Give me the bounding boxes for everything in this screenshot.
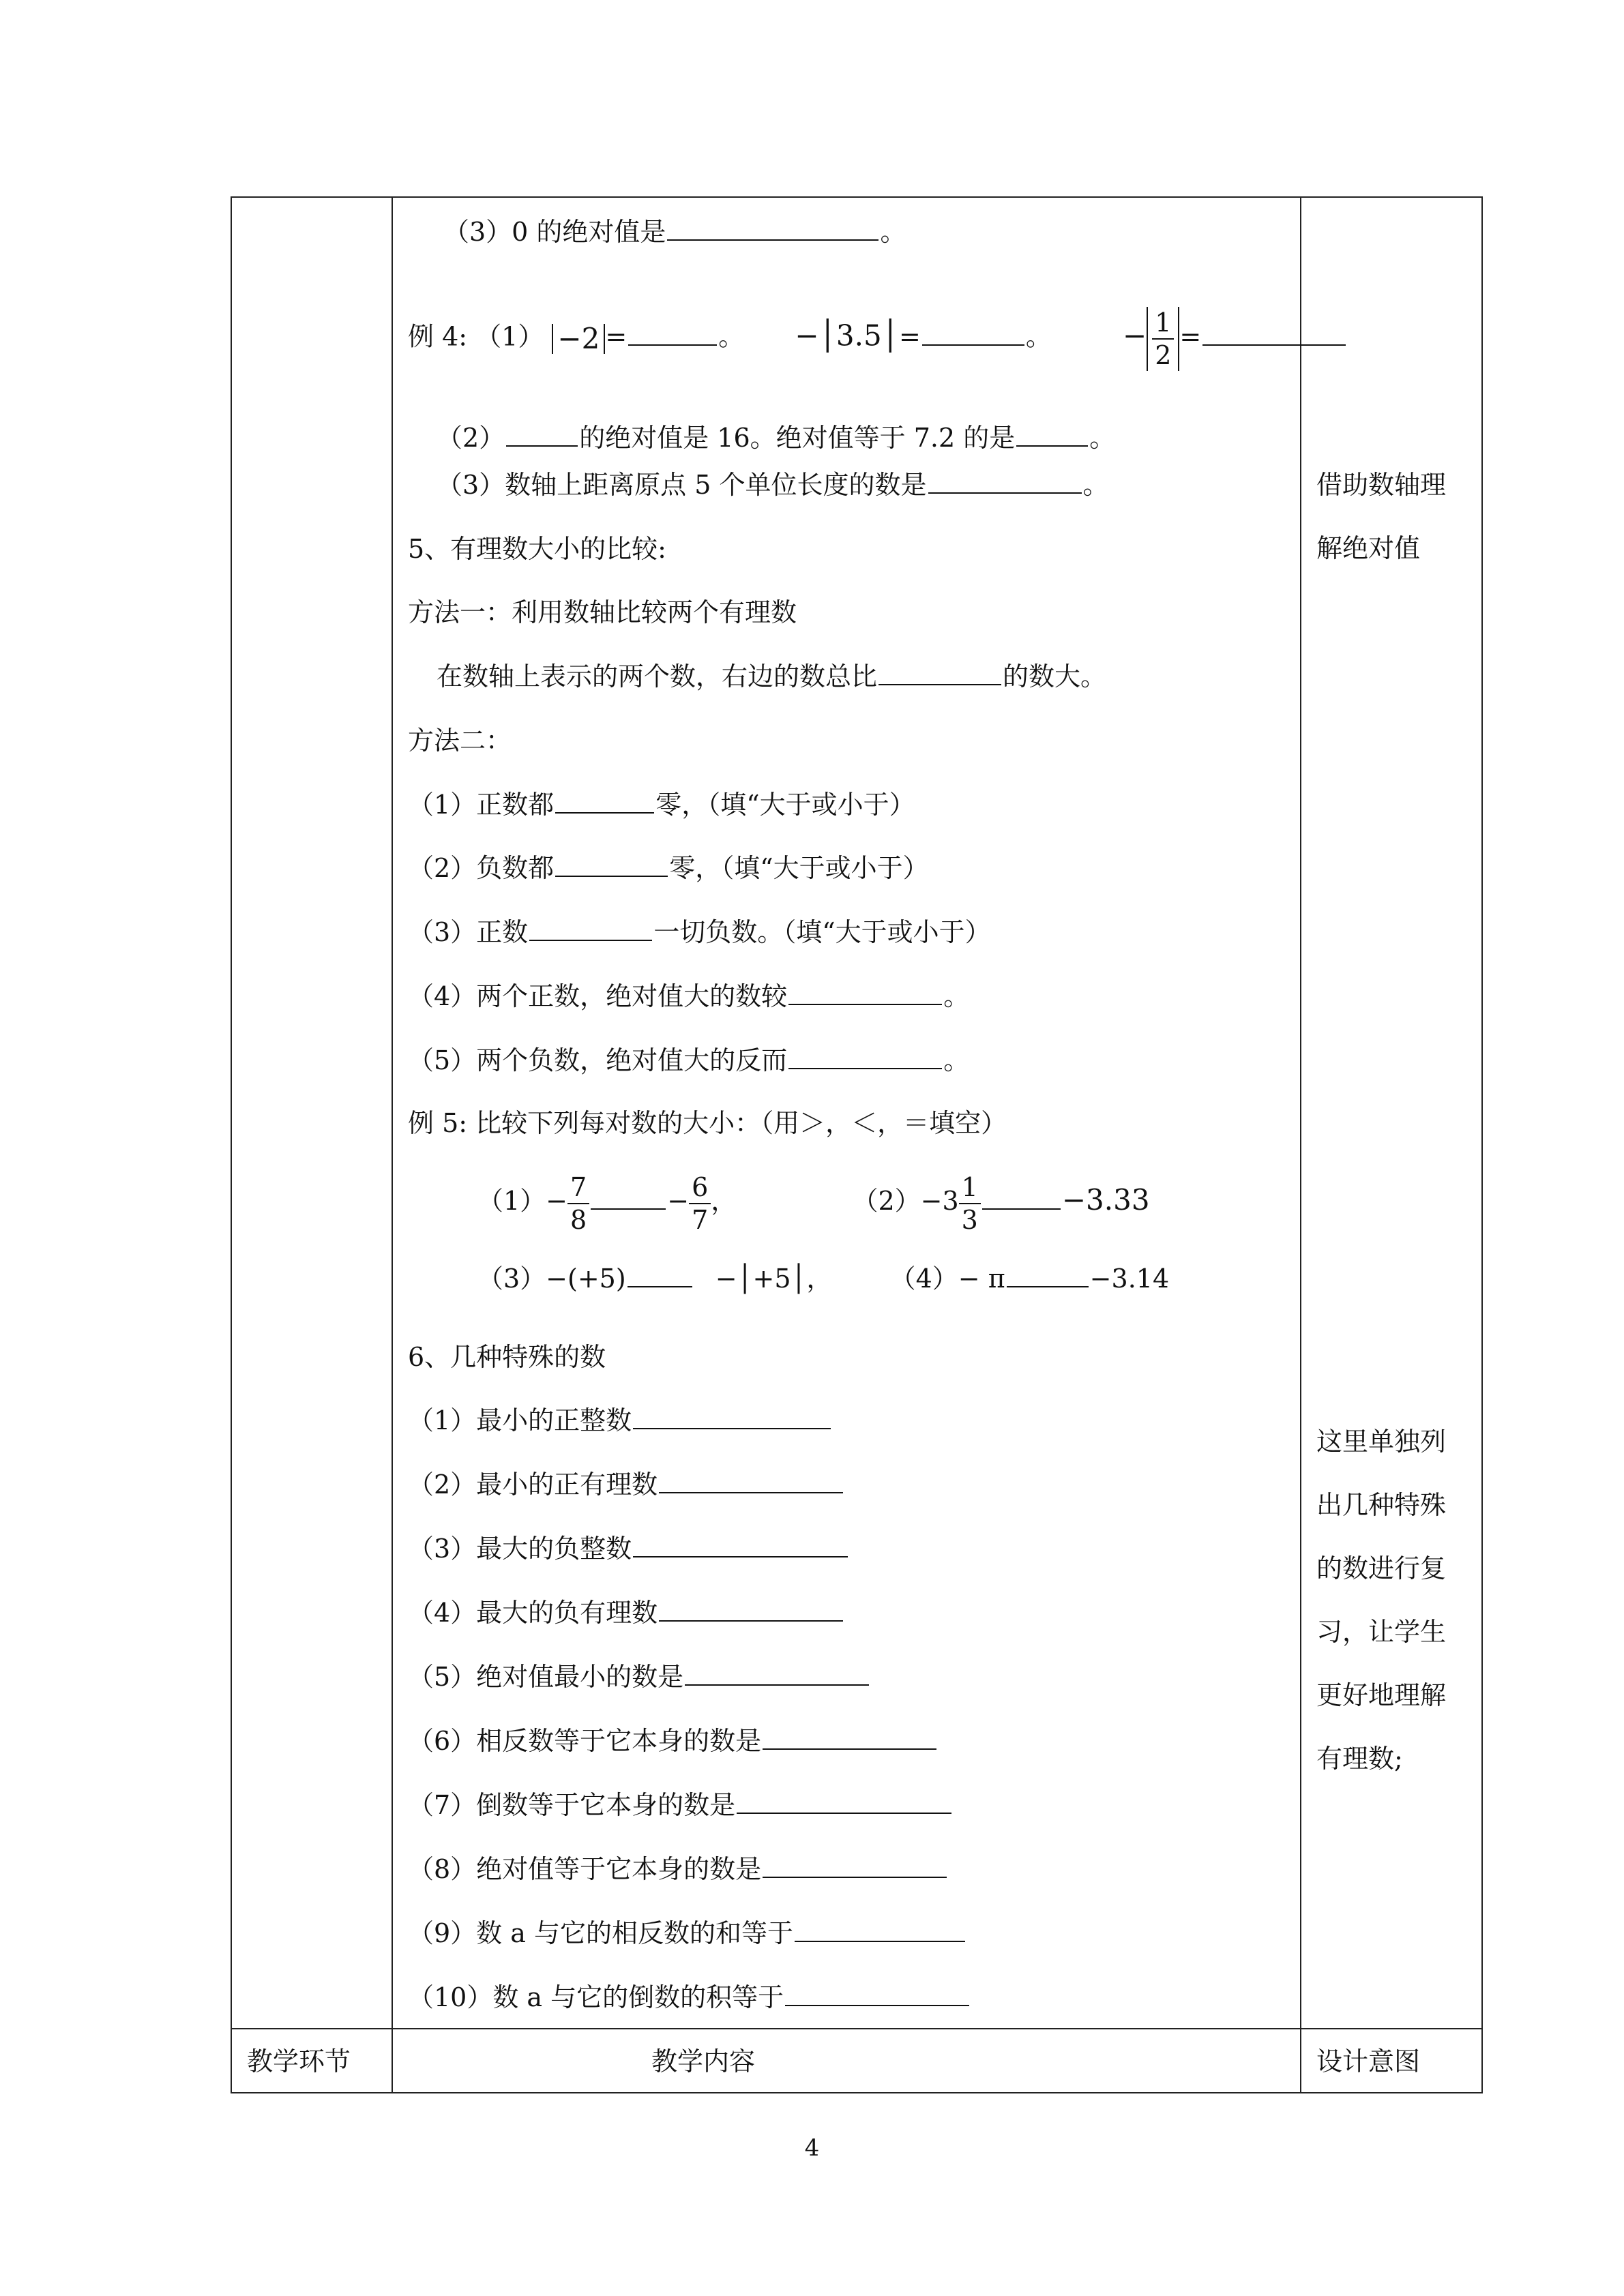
compare-row-1: （1）− $\frac{7}{8}$ − $\frac{6}{7}$ ， （2）−3 $\frac{1}{3}$ −3.33 [477,1172,1150,1235]
example5-heading: 例 5: 比较下列每对数的大小：（用＞，＜，＝填空） [408,1108,1007,1138]
column-divider-2 [1300,196,1301,2093]
distance-5-line: （3）数轴上距离原点 5 个单位长度的数是 。 [437,468,1109,502]
special-number-4: （4）最大的负有理数 [408,1596,844,1630]
special-number-10: （10）数 a 与它的倒数的积等于 [408,1980,971,2014]
abs-fraction: $\frac{1}{2}$ [1147,307,1179,371]
special-number-2: （2）最小的正有理数 [408,1467,844,1502]
abs-value-16-line: （2） 的绝对值是 16。绝对值等于 7.2 的是 。 [437,421,1115,455]
section6-heading: 6、几种特殊的数 [408,1342,606,1372]
abs-expression-b: −│3.5│ [795,318,899,353]
side-note-number-line: 借助数轴理 解绝对值 [1316,470,1447,563]
column-divider-1 [392,196,393,2093]
footer-design-intent: 设计意图 [1316,2046,1421,2076]
special-number-3: （3）最大的负整数 [408,1532,849,1566]
special-number-8: （8）绝对值等于它本身的数是 [408,1852,948,1886]
special-number-1: （1）最小的正整数 [408,1403,832,1437]
abs-expression-a: −2 [552,324,605,354]
footer-teaching-stage: 教学环节 [247,2046,351,2076]
rule-positive: （1）正数都 零，（填“大于或小于） [408,788,915,822]
compare-row-2: （3）−(+5) −│+5│， （4）− π −3.14 [477,1262,1169,1296]
page-number: 4 [804,2134,820,2162]
special-number-6: （6）相反数等于它本身的数是 [408,1724,938,1758]
special-number-7: （7）倒数等于它本身的数是 [408,1788,953,1822]
example4-line: 例 4: （1） −2 = 。 −│3.5│= 。 − $\frac{1}{2}$ = [408,307,1347,371]
rule-two-negatives: （5）两个负数，绝对值大的反而 。 [408,1043,969,1077]
method2-heading: 方法二： [408,726,512,756]
side-note-special-numbers: 这里单独列 出几种特殊 的数进行复 习，让学生 更好地理解 有理数; [1316,1427,1447,1774]
method1-heading: 方法一：利用数轴比较两个有理数 [408,597,797,627]
special-number-9: （9）数 a 与它的相反数的和等于 [408,1916,966,1950]
special-number-5: （5）绝对值最小的数是 [408,1660,870,1694]
rule-negative: （2）负数都 零，（填“大于或小于） [408,851,929,885]
footer-row-divider [231,2028,1483,2029]
footer-teaching-content: 教学内容 [651,2046,756,2076]
abs-zero-line: （3）0 的绝对值是 。 [443,215,906,249]
section5-heading: 5、有理数大小的比较: [408,534,666,564]
rule-positive-vs-negative: （3）正数 一切负数。（填“大于或小于） [408,915,991,949]
rule-two-positives: （4）两个正数，绝对值大的数较 。 [408,979,969,1013]
number-line-rule: 在数轴上表示的两个数，右边的数总比 的数大。 [437,659,1106,694]
